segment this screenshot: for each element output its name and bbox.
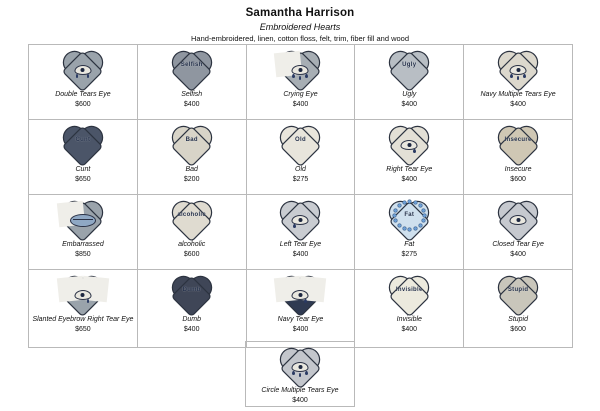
- heart-shape: [64, 51, 102, 85]
- artwork-labels: [179, 315, 204, 335]
- tear-icon: [292, 74, 295, 78]
- artwork-image: [281, 198, 319, 238]
- artwork-price: $400: [292, 101, 309, 108]
- artwork-image: [173, 273, 211, 313]
- artwork-price: $400: [510, 251, 526, 258]
- bead-trim: [391, 198, 427, 232]
- artwork-price: $400: [510, 101, 526, 108]
- artwork-title: Double Tears Eye: [55, 91, 111, 98]
- artwork-price: $400: [292, 326, 309, 333]
- artwork-title: Navy Tear Eye: [277, 316, 324, 323]
- tear-icon: [299, 373, 302, 377]
- page-title: Samantha Harrison: [245, 7, 355, 19]
- artwork-title: Closed Tear Eye: [492, 241, 544, 248]
- artwork-price: $850: [75, 251, 91, 258]
- artwork-image: [64, 273, 102, 313]
- embroidered-word: Selfish: [180, 62, 203, 68]
- grid-cell[interactable]: [29, 45, 138, 120]
- artwork-title: Stupid: [508, 316, 529, 323]
- artwork-price: $400: [401, 101, 418, 108]
- grid-cell[interactable]: [355, 270, 464, 348]
- grid-cell[interactable]: [355, 45, 464, 120]
- artwork-labels: [502, 165, 535, 185]
- grid-cell[interactable]: [355, 195, 464, 270]
- artwork-price: $275: [401, 251, 418, 258]
- artwork-labels: [394, 315, 425, 335]
- embroidered-eye-icon: [510, 215, 527, 225]
- tear-icon: [305, 74, 308, 78]
- embroidered-word: Dumb: [182, 287, 201, 293]
- artwork-labels: [505, 315, 531, 335]
- tear-icon: [517, 76, 520, 80]
- artwork-image: [173, 198, 211, 238]
- artwork-title: Circle Multiple Tears Eye: [261, 387, 339, 394]
- artwork-image: [390, 198, 428, 238]
- artwork-price: $400: [183, 326, 200, 333]
- heart-shape: [499, 276, 537, 310]
- tear-icon: [523, 74, 526, 78]
- grid-cell[interactable]: [247, 45, 356, 120]
- grid-cell[interactable]: [138, 270, 247, 348]
- embroidered-eye-icon: [292, 362, 309, 372]
- heart-shape: [281, 126, 319, 160]
- heart-shape: [499, 51, 537, 85]
- bottom-row: [0, 341, 600, 407]
- embroidered-eye-icon: [74, 290, 91, 300]
- artwork-labels: [59, 240, 107, 260]
- grid-cell[interactable]: [247, 120, 356, 195]
- heart-shape: [281, 201, 319, 235]
- heart-shape: [173, 126, 211, 160]
- grid-cell[interactable]: [29, 195, 138, 270]
- artwork-image: [390, 273, 428, 313]
- artwork-price: $400: [292, 397, 308, 404]
- artwork-image: [390, 48, 428, 88]
- tear-icon: [510, 74, 513, 78]
- artwork-labels: [29, 315, 136, 335]
- page-subtitle: Embroidered Hearts: [259, 22, 341, 32]
- embroidered-word: Bad: [185, 137, 198, 143]
- heart-shape: [390, 51, 428, 85]
- artwork-price: $400: [292, 251, 309, 258]
- artwork-labels: [182, 165, 200, 185]
- artwork-labels: [401, 240, 417, 260]
- artwork-labels: [399, 90, 419, 110]
- artwork-image: [390, 123, 428, 163]
- artwork-price: $600: [75, 101, 91, 108]
- grid-cell[interactable]: [247, 270, 356, 348]
- grid-cell[interactable]: [138, 195, 247, 270]
- artwork-image: [499, 198, 537, 238]
- heart-shape: [281, 348, 319, 382]
- artwork-labels: [477, 90, 558, 110]
- heart-shape: [173, 51, 211, 85]
- artwork-price: $400: [401, 176, 418, 183]
- grid-cell[interactable]: [355, 120, 464, 195]
- artwork-labels: [275, 315, 327, 335]
- artwork-grid: [28, 44, 573, 348]
- artwork-labels: [52, 90, 113, 110]
- artwork-labels: [73, 165, 94, 185]
- artwork-title: Right Tear Eye: [386, 166, 433, 173]
- heart-shape: [390, 126, 428, 160]
- grid-cell[interactable]: [247, 195, 356, 270]
- artwork-labels: [383, 165, 435, 185]
- embroidered-word: Cunt: [75, 137, 91, 143]
- embroidered-word: Stupid: [507, 287, 529, 293]
- artwork-labels: [489, 240, 547, 260]
- heart-shape: [173, 201, 211, 235]
- tear-icon: [305, 371, 308, 375]
- heart-shape: [390, 276, 428, 310]
- artwork-image: [281, 48, 319, 88]
- heart-shape: [173, 276, 211, 310]
- artwork-title: Embarrassed: [62, 241, 104, 248]
- artwork-title: Cunt: [75, 166, 91, 173]
- artwork-image: [173, 48, 211, 88]
- embroidered-word: Invisible: [395, 287, 423, 293]
- artwork-image: [281, 345, 319, 384]
- artwork-image: [499, 273, 537, 313]
- embroidered-word: alcoholic: [177, 212, 207, 218]
- embroidered-lips-icon: [70, 214, 96, 227]
- grid-cell[interactable]: [138, 120, 247, 195]
- artwork-price: $600: [510, 176, 526, 183]
- artwork-labels: [280, 90, 320, 110]
- grid-cell[interactable]: [29, 120, 138, 195]
- artwork-title: Slanted Eyebrow Right Tear Eye: [32, 316, 134, 323]
- artwork-title: Invisible: [396, 316, 422, 323]
- embroidered-word: Insecure: [504, 137, 532, 143]
- artwork-title: Selfish: [181, 91, 203, 98]
- artwork-image: [499, 48, 537, 88]
- artwork-image: [64, 123, 102, 163]
- grid-cell[interactable]: [29, 270, 138, 348]
- artwork-price: $275: [292, 176, 309, 183]
- artwork-image: [173, 123, 211, 163]
- artwork-image: [64, 198, 102, 238]
- artwork-price: $650: [75, 326, 91, 333]
- tear-icon: [413, 149, 416, 153]
- heart-shape: [499, 201, 537, 235]
- embroidered-word: Fat: [404, 212, 415, 218]
- artwork-labels: [178, 90, 205, 110]
- grid-cell[interactable]: [245, 341, 355, 407]
- grid-cell[interactable]: [464, 270, 573, 348]
- artwork-price: $650: [75, 176, 91, 183]
- grid-cell[interactable]: [464, 195, 573, 270]
- artwork-labels: [175, 240, 208, 260]
- artwork-title: Left Tear Eye: [279, 241, 322, 248]
- artwork-price: $200: [183, 176, 200, 183]
- tear-icon: [292, 371, 295, 375]
- artwork-title: Dumb: [182, 316, 202, 323]
- embroidered-word: Old: [295, 137, 306, 143]
- artwork-price: $600: [183, 251, 200, 258]
- tear-icon: [304, 299, 307, 303]
- tear-icon: [293, 224, 296, 228]
- artwork-price: $600: [510, 326, 526, 333]
- artwork-price: $400: [183, 101, 200, 108]
- artwork-labels: [258, 386, 341, 406]
- artwork-title: Fat: [404, 241, 415, 248]
- artwork-title: Insecure: [504, 166, 532, 173]
- artwork-title: Navy Multiple Tears Eye: [480, 91, 556, 98]
- artwork-image: [281, 123, 319, 163]
- artwork-title: Ugly: [402, 91, 417, 98]
- artwork-labels: [277, 240, 324, 260]
- artwork-image: [499, 123, 537, 163]
- artwork-title: Crying Eye: [283, 91, 318, 98]
- artwork-title: alcoholic: [178, 241, 206, 248]
- materials-caption: Hand-embroidered, linen, cotton floss, felt, trim, fiber fill and wood: [190, 34, 410, 43]
- heart-shape: [64, 126, 102, 160]
- grid-cell[interactable]: [464, 45, 573, 120]
- artwork-title: Old: [295, 166, 306, 173]
- artwork-image: [281, 273, 319, 313]
- grid-cell[interactable]: [138, 45, 247, 120]
- grid-cell[interactable]: [464, 120, 573, 195]
- artwork-labels: [292, 165, 309, 185]
- artwork-title: Bad: [185, 166, 198, 173]
- page-header: [0, 0, 600, 44]
- artwork-image: [64, 48, 102, 88]
- heart-shape: [499, 126, 537, 160]
- artwork-price: $400: [401, 326, 418, 333]
- embroidered-word: Ugly: [402, 62, 417, 68]
